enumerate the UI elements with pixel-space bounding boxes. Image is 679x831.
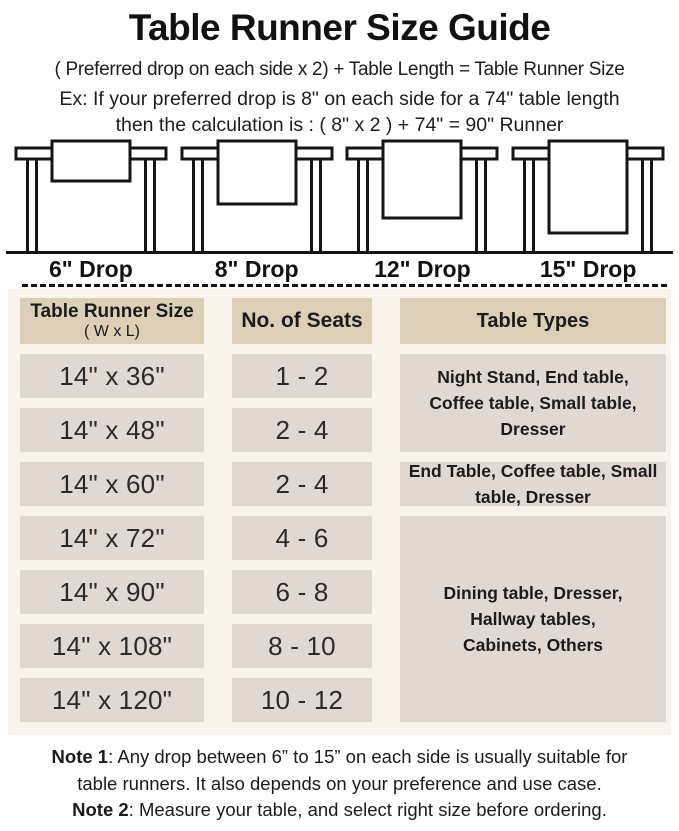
size-cell: 14" x 36" <box>20 354 204 398</box>
page-title: Table Runner Size Guide <box>128 7 551 48</box>
runner-drape <box>52 141 130 181</box>
seats-cell: 1 - 2 <box>232 354 372 398</box>
size-cell: 14" x 72" <box>20 516 204 560</box>
dashed-divider <box>22 284 667 287</box>
seats-cell: 2 - 4 <box>232 462 372 506</box>
size-table <box>8 289 671 735</box>
header-runner-size <box>20 298 204 344</box>
size-cell: 14" x 120" <box>20 678 204 722</box>
note-2-text: : Measure your table, and select right size before ordering. <box>128 799 607 820</box>
seats-cell: 2 - 4 <box>232 408 372 452</box>
drop-illustration-12 <box>340 139 506 251</box>
note-2 <box>4 797 675 824</box>
table-types-text: End Table, Coffee table, Small table, Dresser <box>408 461 658 507</box>
table-with-runner-icon <box>508 139 668 251</box>
header-seats: No. of Seats <box>232 298 372 344</box>
size-cell: 14" x 90" <box>20 570 204 614</box>
note-1-text-line1: : Any drop between 6” to 15” on each side is usually suitable for <box>108 746 628 767</box>
drop-illustration-6 <box>8 139 174 251</box>
drop-label-8: 8" Drop <box>214 256 299 282</box>
seats-cell: 6 - 8 <box>232 570 372 614</box>
seats-cell: 4 - 6 <box>232 516 372 560</box>
table-types-cell-small <box>400 354 666 452</box>
header-runner-size-subtitle: ( W x L) <box>84 323 140 340</box>
table-types-text: Night Stand, End table, Coffee table, Small table, Dresser <box>429 367 637 439</box>
runner-drape <box>549 141 627 233</box>
runner-drape <box>383 141 461 218</box>
size-cell: 14" x 108" <box>20 624 204 668</box>
note-2-label: Note 2 <box>72 799 129 820</box>
table-with-runner-icon <box>11 139 171 251</box>
notes-section <box>4 744 675 824</box>
header-table-types: Table Types <box>400 298 666 344</box>
table-types-cell-medium <box>400 462 666 506</box>
size-cell: 14" x 60" <box>20 462 204 506</box>
drop-illustration-8 <box>174 139 340 251</box>
drop-label-15: 15" Drop <box>539 256 637 282</box>
size-guide-page <box>0 5 679 831</box>
drop-illustration-15 <box>505 139 671 251</box>
table-with-runner-icon <box>342 139 502 251</box>
note-1 <box>4 744 675 797</box>
example-text-line1: Ex: If your preferred drop is 8" on each side for a 74" table length <box>59 88 620 110</box>
drop-label-12: 12" Drop <box>374 256 471 282</box>
seats-cell: 10 - 12 <box>232 678 372 722</box>
table-types-text: Dining table, Dresser, Hallway tables, Cabinets, Others <box>443 583 623 655</box>
drop-labels-row <box>8 254 671 284</box>
header-runner-size-title: Table Runner Size <box>30 301 194 322</box>
table-with-runner-icon <box>177 139 337 251</box>
seats-cell: 8 - 10 <box>232 624 372 668</box>
table-types-cell-large <box>400 516 666 722</box>
size-cell: 14" x 48" <box>20 408 204 452</box>
formula-text: ( Preferred drop on each side x 2) + Table Length = Table Runner Size <box>54 59 625 80</box>
runner-drape <box>218 141 296 204</box>
example-text-line2: then the calculation is : ( 8" x 2 ) + 74" = 90" Runner <box>115 114 564 136</box>
drop-illustrations-row <box>8 139 671 251</box>
note-1-text-line2: table runners. It also depends on your preference and use case. <box>77 772 602 794</box>
drop-label-6: 6" Drop <box>49 256 133 282</box>
note-1-label: Note 1 <box>51 746 109 767</box>
